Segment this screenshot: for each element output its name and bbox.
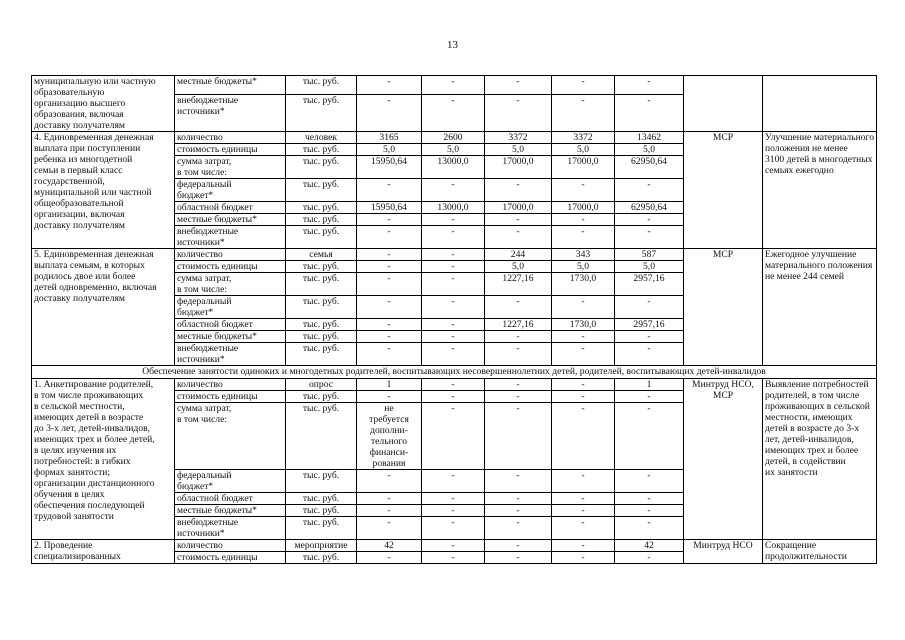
year-value-cell: - — [357, 552, 422, 564]
year-value-cell: - — [485, 343, 552, 366]
text-line: дополни- — [370, 425, 408, 436]
text-line: местные бюджеты* — [177, 331, 257, 342]
year-value-cell: - — [552, 493, 615, 505]
year-value-cell: - — [357, 517, 422, 540]
text-line: федеральный — [177, 179, 232, 190]
year-value-cell: - — [552, 296, 615, 319]
total-cell: 587 — [615, 249, 684, 261]
text-line: внебюджетные — [177, 343, 239, 354]
text-line: доставку получателям — [34, 220, 125, 231]
unit-cell: опрос — [286, 379, 357, 391]
year-value-cell: - — [485, 505, 552, 517]
text-line: стоимость единицы — [177, 144, 258, 155]
indicator-name-cell — [175, 391, 286, 403]
year-value-cell: 15950,64 — [357, 156, 422, 179]
year-value-cell: - — [552, 517, 615, 540]
unit-cell: тыс. руб. — [286, 331, 357, 343]
year-value-cell: - — [552, 403, 615, 470]
indicator-name-cell — [175, 505, 286, 517]
year-value-cell — [357, 403, 422, 470]
text-line: не — [384, 403, 394, 414]
text-line: сумма затрат, — [177, 156, 232, 167]
year-value-cell: 17000,0 — [485, 156, 552, 179]
total-cell: - — [615, 505, 684, 517]
total-cell: - — [615, 343, 684, 366]
text-line: организацию высшего — [34, 98, 126, 109]
text-line: областной бюджет — [177, 493, 253, 504]
indicator-name-cell — [175, 379, 286, 391]
text-line: их занятости — [765, 467, 818, 478]
year-value-cell: - — [485, 493, 552, 505]
table-row — [32, 379, 877, 391]
section-heading: Обеспечение занятости одиноких и многодетных родителей, воспитывающих несовершеннолетних детей, родителей, воспитывающих детей-инвалидов — [32, 366, 877, 379]
unit-cell: тыс. руб. — [286, 552, 357, 564]
text-line: бюджет* — [177, 190, 214, 201]
text-line: ребенка из многодетной — [34, 154, 133, 165]
year-value-cell: - — [552, 226, 615, 249]
total-cell: - — [615, 517, 684, 540]
text-line: в том числе: — [177, 284, 228, 295]
year-value-cell: - — [357, 505, 422, 517]
year-value-cell: - — [552, 214, 615, 226]
text-line: обучения в целях — [34, 489, 105, 500]
year-value-cell: - — [552, 540, 615, 552]
text-line: организации дистанционного — [34, 478, 155, 489]
table-row — [32, 76, 877, 95]
text-line: бюджет* — [177, 481, 214, 492]
text-line: государственной, — [34, 176, 105, 187]
year-value-cell: 5,0 — [485, 261, 552, 273]
unit-cell: тыс. руб. — [286, 261, 357, 273]
year-value-cell: - — [552, 470, 615, 493]
unit-cell: тыс. руб. — [286, 144, 357, 156]
text-line: количество — [177, 540, 223, 551]
responsible-cell: МСР — [684, 249, 763, 366]
indicator-name-cell — [175, 296, 286, 319]
indicator-name-cell — [175, 76, 286, 95]
total-cell: - — [615, 552, 684, 564]
total-cell: 62950,64 — [615, 202, 684, 214]
text-line: в целях изучения их — [34, 445, 117, 456]
unit-cell: человек — [286, 132, 357, 144]
text-line: сумма затрат, — [177, 273, 232, 284]
indicator-name-cell — [175, 156, 286, 179]
unit-cell: тыс. руб. — [286, 493, 357, 505]
event-cell — [32, 76, 175, 132]
text-line: специализированных — [34, 551, 121, 562]
text-line: стоимость единицы — [177, 391, 258, 402]
event-cell — [32, 249, 175, 366]
text-line: местности, имеющих — [765, 412, 853, 423]
year-value-cell: - — [422, 179, 485, 202]
text-line: требуется — [369, 414, 409, 425]
year-value-cell: 1730,0 — [552, 273, 615, 296]
text-line: источники* — [177, 106, 225, 118]
year-value-cell: - — [422, 552, 485, 564]
total-cell: - — [615, 95, 684, 132]
unit-cell: семья — [286, 249, 357, 261]
total-cell: - — [615, 214, 684, 226]
unit-cell: тыс. руб. — [286, 319, 357, 331]
year-value-cell: - — [422, 261, 485, 273]
text-line: областной бюджет — [177, 202, 253, 213]
indicator-name-cell — [175, 249, 286, 261]
text-line: источники* — [177, 528, 225, 539]
text-line: потребностей: в гибких — [34, 456, 131, 467]
year-value-cell: 5,0 — [422, 144, 485, 156]
year-value-cell: - — [357, 493, 422, 505]
text-line: образовательную — [34, 87, 105, 98]
indicator-name-cell — [175, 319, 286, 331]
text-line: обеспечения последующей — [34, 500, 145, 511]
year-value-cell: - — [485, 391, 552, 403]
text-line: источники* — [177, 237, 225, 248]
indicator-name-cell — [175, 132, 286, 144]
year-value-cell: - — [357, 331, 422, 343]
year-value-cell: - — [422, 226, 485, 249]
year-value-cell: - — [485, 331, 552, 343]
year-value-cell: 5,0 — [552, 261, 615, 273]
unit-cell: тыс. руб. — [286, 273, 357, 296]
text-line: детей в возрасте до 3-х — [765, 423, 860, 434]
year-value-cell: - — [485, 403, 552, 470]
year-value-cell: 1227,16 — [485, 273, 552, 296]
total-cell: - — [615, 179, 684, 202]
year-value-cell: - — [422, 493, 485, 505]
year-value-cell: 244 — [485, 249, 552, 261]
text-line: положения не менее — [765, 143, 848, 154]
text-line: имеющих трех и более — [765, 445, 859, 456]
text-line: областной бюджет — [177, 319, 253, 330]
total-cell: 2957,16 — [615, 273, 684, 296]
year-value-cell: - — [357, 261, 422, 273]
total-cell: 13462 — [615, 132, 684, 144]
text-line: детей, в содействии — [765, 456, 846, 467]
indicator-name-cell — [175, 493, 286, 505]
total-cell: 1 — [615, 379, 684, 391]
responsible-cell: Минтруд НСО — [684, 540, 763, 564]
text-line: семьи в первый класс — [34, 165, 123, 176]
indicator-name-cell — [175, 179, 286, 202]
table-row — [32, 540, 877, 552]
text-line: источники* — [177, 354, 225, 365]
year-value-cell: 1730,0 — [552, 319, 615, 331]
text-line: выплата при поступлении — [34, 143, 141, 154]
unit-cell: тыс. руб. — [286, 296, 357, 319]
total-cell: - — [615, 76, 684, 95]
unit-cell: тыс. руб. — [286, 214, 357, 226]
year-value-cell: 5,0 — [485, 144, 552, 156]
year-value-cell: 2600 — [422, 132, 485, 144]
indicator-name-cell — [175, 202, 286, 214]
text-line: доставку получателям — [34, 293, 125, 304]
year-value-cell: - — [422, 319, 485, 331]
year-value-cell: - — [357, 214, 422, 226]
text-line: 1. Анкетирование родителей, — [34, 379, 154, 390]
year-value-cell: - — [485, 552, 552, 564]
text-line: в сельской местности, — [34, 401, 125, 412]
year-value-cell: - — [485, 95, 552, 132]
year-value-cell: 5,0 — [552, 144, 615, 156]
text-line: формах занятости; — [34, 467, 111, 478]
unit-cell: тыс. руб. — [286, 76, 357, 95]
section-heading-row — [32, 366, 877, 379]
year-value-cell: - — [422, 214, 485, 226]
unit-cell: тыс. руб. — [286, 391, 357, 403]
year-value-cell: - — [552, 505, 615, 517]
year-value-cell: 3372 — [552, 132, 615, 144]
total-cell: - — [615, 331, 684, 343]
text-line: 3100 детей в многодетных — [765, 154, 873, 165]
indicator-name-cell — [175, 331, 286, 343]
year-value-cell: - — [357, 249, 422, 261]
text-line: МСР — [712, 390, 734, 401]
year-value-cell: - — [485, 296, 552, 319]
year-value-cell: - — [422, 540, 485, 552]
text-line: Ежегодное улучшение — [765, 249, 857, 260]
unit-cell: тыс. руб. — [286, 505, 357, 517]
year-value-cell: - — [485, 470, 552, 493]
text-line: Минтруд НСО, — [692, 379, 754, 390]
total-cell: - — [615, 296, 684, 319]
year-value-cell: 5,0 — [357, 144, 422, 156]
year-value-cell: - — [422, 403, 485, 470]
year-value-cell: - — [485, 540, 552, 552]
unit-cell: мероприятие — [286, 540, 357, 552]
total-cell: - — [615, 403, 684, 470]
text-line: в том числе проживающих — [34, 390, 144, 401]
unit-cell: тыс. руб. — [286, 517, 357, 540]
responsible-cell — [684, 379, 763, 540]
text-line: количество — [177, 249, 223, 260]
year-value-cell: - — [485, 179, 552, 202]
event-cell — [32, 540, 175, 564]
indicator-name-cell — [175, 144, 286, 156]
text-line: имеющих детей в возрасте — [34, 412, 144, 423]
unit-cell: тыс. руб. — [286, 470, 357, 493]
expected-result-cell — [763, 540, 877, 564]
year-value-cell: 3372 — [485, 132, 552, 144]
total-cell: - — [615, 391, 684, 403]
text-line: внебюджетные — [177, 517, 239, 528]
program-measures-table — [31, 75, 877, 564]
text-line: общеобразовательной — [34, 198, 124, 209]
unit-cell: тыс. руб. — [286, 343, 357, 366]
text-line: в том числе: — [177, 167, 228, 178]
total-cell: - — [615, 470, 684, 493]
table-row — [32, 132, 877, 144]
unit-cell: тыс. руб. — [286, 179, 357, 202]
text-line: муниципальной или частной — [34, 187, 152, 198]
text-line: доставку получателям — [34, 120, 125, 131]
expected-result-cell — [763, 379, 877, 540]
year-value-cell: - — [357, 95, 422, 132]
indicator-name-cell — [175, 540, 286, 552]
text-line: муниципальную или частную — [34, 76, 156, 87]
year-value-cell: - — [422, 331, 485, 343]
year-value-cell: 42 — [357, 540, 422, 552]
year-value-cell: 3165 — [357, 132, 422, 144]
text-line: федеральный — [177, 470, 232, 481]
unit-cell: тыс. руб. — [286, 156, 357, 179]
text-line: финанси- — [369, 447, 409, 458]
year-value-cell: 15950,64 — [357, 202, 422, 214]
year-value-cell: - — [357, 273, 422, 296]
year-value-cell: - — [422, 249, 485, 261]
text-line: стоимость единицы — [177, 261, 258, 272]
year-value-cell: - — [357, 343, 422, 366]
expected-result-cell — [763, 132, 877, 249]
indicator-name-cell — [175, 214, 286, 226]
event-cell — [32, 132, 175, 249]
year-value-cell: - — [357, 76, 422, 95]
text-line: местные бюджеты* — [177, 505, 257, 516]
year-value-cell: - — [422, 76, 485, 95]
indicator-name-cell — [175, 261, 286, 273]
indicator-name-cell — [175, 95, 286, 132]
year-value-cell: - — [552, 379, 615, 391]
text-line: сумма затрат, — [177, 403, 232, 414]
year-value-cell: - — [422, 296, 485, 319]
year-value-cell: - — [552, 343, 615, 366]
year-value-cell: - — [552, 331, 615, 343]
indicator-name-cell — [175, 517, 286, 540]
total-cell: 5,0 — [615, 144, 684, 156]
text-line: Сокращение — [765, 540, 817, 551]
year-value-cell: - — [552, 552, 615, 564]
unit-cell: тыс. руб. — [286, 226, 357, 249]
year-value-cell: - — [357, 296, 422, 319]
year-value-cell: - — [357, 470, 422, 493]
indicator-name-cell — [175, 226, 286, 249]
total-cell: 2957,16 — [615, 319, 684, 331]
year-value-cell: - — [422, 273, 485, 296]
year-value-cell: - — [552, 95, 615, 132]
year-value-cell: - — [422, 379, 485, 391]
text-line: количество — [177, 379, 223, 390]
text-line: родилось двое или более — [34, 271, 136, 282]
year-value-cell: - — [357, 226, 422, 249]
indicator-name-cell — [175, 403, 286, 470]
year-value-cell: - — [357, 319, 422, 331]
year-value-cell: - — [422, 517, 485, 540]
text-line: рования — [372, 458, 406, 469]
year-value-cell: - — [357, 179, 422, 202]
text-line: семьях ежегодно — [765, 165, 834, 176]
year-value-cell: - — [422, 95, 485, 132]
text-line: федеральный — [177, 296, 232, 307]
text-line: выплата семьям, в которых — [34, 260, 145, 271]
year-value-cell: - — [422, 470, 485, 493]
unit-cell: тыс. руб. — [286, 202, 357, 214]
text-line: Выявление потребностей — [765, 379, 869, 390]
text-line: внебюджетные — [177, 95, 239, 107]
year-value-cell: - — [485, 379, 552, 391]
year-value-cell: - — [422, 391, 485, 403]
year-value-cell: - — [552, 391, 615, 403]
text-line: до 3-х лет, детей-инвалидов, — [34, 423, 151, 434]
total-cell: 5,0 — [615, 261, 684, 273]
year-value-cell: - — [485, 76, 552, 95]
text-line: 4. Единовременная денежная — [34, 132, 154, 143]
year-value-cell: - — [422, 505, 485, 517]
text-line: материального положения — [765, 260, 873, 271]
text-line: образования, включая — [34, 109, 124, 120]
indicator-name-cell — [175, 273, 286, 296]
year-value-cell: 17000,0 — [552, 202, 615, 214]
unit-cell: тыс. руб. — [286, 403, 357, 470]
unit-cell: тыс. руб. — [286, 95, 357, 132]
year-value-cell: - — [422, 343, 485, 366]
year-value-cell: 13000,0 — [422, 202, 485, 214]
year-value-cell: - — [552, 76, 615, 95]
text-line: бюджет* — [177, 307, 214, 318]
text-line: трудовой занятости — [34, 511, 114, 522]
year-value-cell: - — [485, 214, 552, 226]
total-cell: 62950,64 — [615, 156, 684, 179]
text-line: местные бюджеты* — [177, 76, 257, 87]
text-line: тельного — [370, 436, 408, 447]
year-value-cell: 13000,0 — [422, 156, 485, 179]
indicator-name-cell — [175, 470, 286, 493]
expected-result-cell — [763, 249, 877, 366]
indicator-name-cell — [175, 552, 286, 564]
text-line: 5. Единовременная денежная — [34, 249, 154, 260]
year-value-cell: 1227,16 — [485, 319, 552, 331]
year-value-cell: 17000,0 — [552, 156, 615, 179]
table-row — [32, 249, 877, 261]
total-cell: - — [615, 226, 684, 249]
text-line: имеющих трех и более детей, — [34, 434, 155, 445]
year-value-cell: - — [552, 179, 615, 202]
responsible-cell: МСР — [684, 132, 763, 249]
total-cell: - — [615, 493, 684, 505]
text-line: родителей, в том числе — [765, 390, 860, 401]
expected-result-cell — [763, 76, 877, 132]
responsible-cell — [684, 76, 763, 132]
total-cell: 42 — [615, 540, 684, 552]
text-line: не менее 244 семей — [765, 271, 845, 282]
year-value-cell: - — [485, 226, 552, 249]
text-line: стоимость единицы — [177, 552, 258, 563]
text-line: в том числе: — [177, 414, 228, 425]
text-line: детей одновременно, включая — [34, 282, 157, 293]
text-line: местные бюджеты* — [177, 214, 257, 225]
text-line: внебюджетные — [177, 226, 239, 237]
year-value-cell: 17000,0 — [485, 202, 552, 214]
year-value-cell: - — [357, 391, 422, 403]
text-line: Улучшение материального — [765, 132, 875, 143]
indicator-name-cell — [175, 343, 286, 366]
text-line: лет, детей-инвалидов, — [765, 434, 854, 445]
text-line: количество — [177, 132, 223, 143]
text-line: 2. Проведение — [34, 540, 93, 551]
year-value-cell: 343 — [552, 249, 615, 261]
year-value-cell: 1 — [357, 379, 422, 391]
text-line: организации, включая — [34, 209, 125, 220]
event-cell — [32, 379, 175, 540]
text-line: проживающих в сельской — [765, 401, 870, 412]
text-line: продолжительности — [765, 551, 847, 562]
page-number: 13 — [447, 39, 458, 51]
year-value-cell: - — [485, 517, 552, 540]
